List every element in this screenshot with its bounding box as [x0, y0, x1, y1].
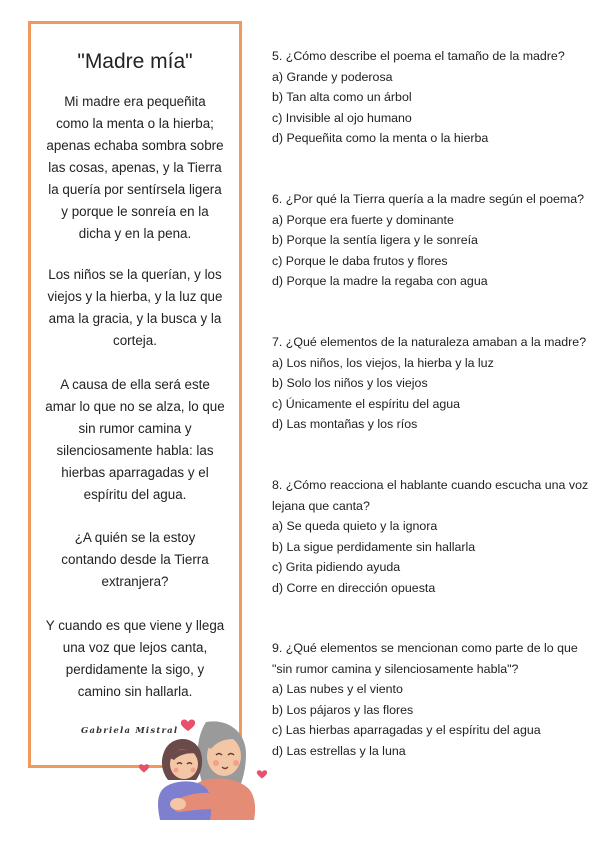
poem-line: Y cuando es que viene y llega [45, 618, 225, 633]
answer-option: b) Porque la sentía ligera y le sonreía [272, 233, 478, 247]
poem-line: como la menta o la hierba; [56, 116, 214, 131]
heart-icon [139, 764, 149, 772]
answer-option: b) Los pájaros y las flores [272, 702, 414, 717]
poem-line: ama la gracia, y la busca y la [48, 311, 222, 326]
answer-option: d) Las estrellas y la luna [272, 743, 406, 758]
poem-stanza-2 [37, 264, 233, 352]
poem-line: extranjera? [101, 574, 169, 589]
poem-line: Mi madre era pequeñita [64, 94, 206, 109]
answer-option: c) Invisible al ojo humano [272, 110, 412, 125]
poem-line: contando desde la Tierra [61, 552, 209, 567]
answer-option: d) Las montañas y los ríos [272, 417, 418, 431]
answer-option: a) Las nubes y el viento [272, 682, 403, 696]
question-5 [272, 46, 592, 149]
question-9 [272, 638, 592, 761]
poem-line: y porque le sonreía en la [61, 204, 209, 219]
poem-stanza-1 [37, 91, 233, 245]
answer-option: d) Corre en dirección opuesta [272, 580, 436, 595]
heart-icon [257, 770, 267, 778]
answer-option: c) Grita pidiendo ayuda [272, 560, 401, 574]
question-text: 9. ¿Qué elementos se mencionan como parte de lo que "sin rumor camina y silenciosamente habla"? [272, 641, 578, 676]
question-6 [272, 189, 592, 292]
poem-title: "Madre mía" [77, 50, 193, 73]
question-7 [272, 332, 592, 435]
answer-option: c) Únicamente el espíritu del agua [272, 396, 461, 411]
poem-line: perdidamente la sigo, y [65, 662, 205, 677]
poem-line: dicha y en la pena. [78, 226, 192, 241]
answer-option: a) Los niños, los viejos, la hierba y la luz [272, 355, 494, 370]
answer-option: c) Porque le daba frutos y flores [272, 253, 448, 268]
poem-line: una voz que lejos canta, [62, 640, 208, 655]
question-text: 7. ¿Qué elementos de la naturaleza amaban a la madre? [272, 335, 587, 349]
answer-option: a) Se queda quieto y la ignora [272, 519, 438, 533]
poem-line: viejos y la hierba, y la luz que [47, 289, 223, 304]
poem-line: Los niños se la querían, y los [48, 267, 222, 282]
question-text: 5. ¿Cómo describe el poema el tamaño de la madre? [272, 49, 565, 63]
answer-option: a) Grande y poderosa [272, 69, 393, 84]
poem-frame [28, 21, 242, 768]
poem-line: camino sin hallarla. [77, 684, 193, 699]
answer-option: b) Tan alta como un árbol [272, 90, 412, 104]
poem-line: espíritu del agua. [83, 487, 187, 502]
question-text: 6. ¿Por qué la Tierra quería a la madre según el poema? [272, 192, 585, 206]
poem-author: Gabriela Mistral [81, 726, 179, 736]
poem-line: A causa de ella será este [60, 377, 210, 392]
answer-option: a) Porque era fuerte y dominante [272, 212, 454, 227]
poem-line: ¿A quién se la estoy [74, 530, 196, 545]
poem-line: la quería por sentírsela ligera [48, 182, 222, 197]
poem-line: corteja. [113, 333, 157, 348]
answer-option: c) Las hierbas aparragadas y el espíritu del agua [272, 723, 541, 737]
poem-line: sin rumor camina y [78, 421, 192, 436]
mother-daughter-hug-illustration [136, 708, 276, 820]
poem-stanza-4 [37, 527, 233, 593]
poem-line: amar lo que no se alza, lo que [45, 399, 225, 414]
poem-line: apenas echaba sombra sobre [46, 138, 224, 153]
poem-line: silenciosamente habla: las [56, 443, 214, 458]
poem-line: las cosas, apenas, y la Tierra [48, 160, 222, 175]
answer-option: d) Porque la madre la regaba con agua [272, 274, 488, 288]
poem-line: hierbas aparragadas y el [61, 465, 209, 480]
heart-icon [181, 720, 195, 731]
poem-stanza-3 [37, 374, 233, 506]
answer-option: b) Solo los niños y los viejos [272, 376, 428, 390]
poem-stanza-5 [37, 615, 233, 703]
answer-option: b) La sigue perdidamente sin hallarla [272, 539, 476, 554]
question-8 [272, 475, 592, 598]
answer-option: d) Pequeñita como la menta o la hierba [272, 131, 489, 145]
question-text: 8. ¿Cómo reacciona el hablante cuando escucha una voz lejana que canta? [272, 478, 589, 513]
